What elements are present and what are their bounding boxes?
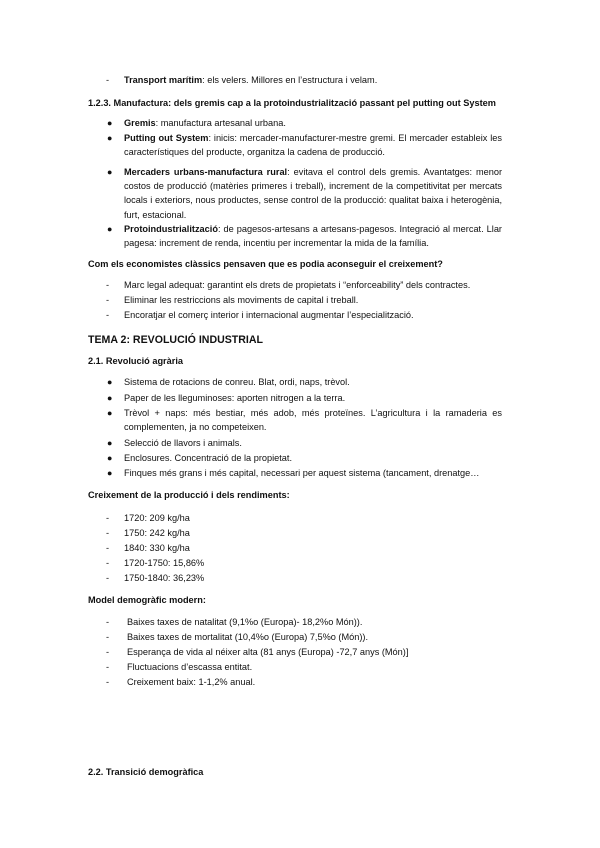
dash-marker: - (106, 280, 110, 290)
section-heading-2-1: 2.1. Revolució agrària (88, 356, 183, 366)
list-item: 1720: 209 kg/ha (124, 513, 190, 523)
list-item (124, 222, 502, 250)
term-text: : de pagesos-artesans a artesans-pagesos. Integració al mercat. Llar pagesa: increment de renda, incentiu per incrementar la mida de la família. (124, 224, 502, 249)
bullet-marker: ● (107, 468, 113, 478)
list-item: Paper de les lleguminoses: aporten nitrogen a la terra. (124, 393, 346, 403)
bullet-marker: ● (107, 133, 113, 143)
dash-marker: - (106, 647, 110, 657)
list-item-transport (124, 74, 377, 86)
term-text: : evitava el control dels gremis. Avantatges: menor costos de producció (matèries primeres i treball), increment de la competitivitat per mercats locals i exteriors, nous productes, sense control de la producció: qualitat baixa i heterogènia, furt, estacional. (124, 167, 503, 220)
term: Mercaders urbans-manufactura rural (124, 167, 288, 177)
section-heading-1-2-3: 1.2.3. Manufactura: dels gremis cap a la protoindustrialització passant pel putting out System (88, 98, 496, 108)
term: Transport marítim (124, 75, 203, 85)
term: Putting out System (124, 133, 209, 143)
list-item: Esperança de vida al néixer alta (81 anys (Europa) -72,7 anys (Món)] (127, 647, 409, 657)
bullet-marker: ● (107, 118, 113, 128)
bullet-marker: ● (107, 224, 113, 234)
list-item: Fluctuacions d’escassa entitat. (127, 662, 253, 672)
list-item: 1750-1840: 36,23% (124, 573, 205, 583)
dash-marker: - (106, 677, 110, 687)
list-item: Baixes taxes de natalitat (9,1%o (Europa)- 18,2%o Món)). (127, 617, 363, 627)
chapter-title: TEMA 2: REVOLUCIÓ INDUSTRIAL (88, 334, 263, 346)
dash-marker: - (106, 310, 110, 320)
list-item: 1750: 242 kg/ha (124, 528, 190, 538)
question-heading: Com els economistes clàssics pensaven que es podia aconseguir el creixement? (88, 259, 443, 269)
bullet-marker: ● (107, 453, 113, 463)
list-item: Baixes taxes de mortalitat (10,4%o (Europa) 7,5%o (Món)). (127, 632, 369, 642)
list-item: 1840: 330 kg/ha (124, 543, 190, 553)
dash-marker: - (106, 543, 110, 553)
bullet-marker: ● (107, 377, 113, 387)
dash-marker: - (106, 75, 110, 85)
list-item: Finques més grans i més capital, necessari per aquest sistema (tancament, drenatge… (124, 468, 480, 478)
list-item: 1720-1750: 15,86% (124, 558, 205, 568)
list-item: Enclosures. Concentració de la propietat. (124, 453, 293, 463)
bullet-marker: ● (107, 438, 113, 448)
list-item: Creixement baix: 1-1,2% anual. (127, 677, 256, 687)
list-item: Sistema de rotacions de conreu. Blat, ordi, naps, trèvol. (124, 377, 350, 387)
demographic-heading: Model demogràfic modern: (88, 595, 206, 605)
list-item: Trèvol + naps: més bestiar, més adob, més proteïnes. L’agricultura i la ramaderia es complementen, ja no competeixen. (124, 408, 502, 433)
growth-heading: Creixement de la producció i dels rendiments: (88, 490, 290, 500)
list-item: Eliminar les restriccions als moviments de capital i treball. (124, 295, 359, 305)
dash-marker: - (106, 528, 110, 538)
term-text: : inicis: mercader-manufacturer-mestre gremi. El mercader estableix les característiques del producte, organitza la cadena de producció. (124, 133, 502, 158)
dash-marker: - (106, 617, 110, 627)
bullet-marker: ● (107, 167, 113, 177)
term: Gremis (124, 118, 156, 128)
dash-marker: - (106, 513, 110, 523)
term-text: : els velers. Millores en l’estructura i velam. (202, 75, 378, 85)
term-text: : manufactura artesanal urbana. (155, 118, 286, 128)
list-item: Encoratjar el comerç interior i internacional augmentar l’especialització. (124, 310, 414, 320)
bullet-marker: ● (107, 393, 113, 403)
list-item: Marc legal adequat: garantint els drets de propietats i “enforceability” dels contractes. (124, 280, 471, 290)
list-item: Selecció de llavors i animals. (124, 438, 242, 448)
dash-marker: - (106, 295, 110, 305)
section-heading-2-2: 2.2. Transició demogràfica (88, 767, 204, 777)
dash-marker: - (106, 662, 110, 672)
dash-marker: - (106, 632, 110, 642)
dash-marker: - (106, 573, 110, 583)
list-item (124, 165, 502, 222)
list-item (124, 131, 502, 159)
dash-marker: - (106, 558, 110, 568)
list-item (124, 117, 286, 129)
term: Protoindustrialització (124, 224, 218, 234)
bullet-marker: ● (107, 408, 113, 418)
